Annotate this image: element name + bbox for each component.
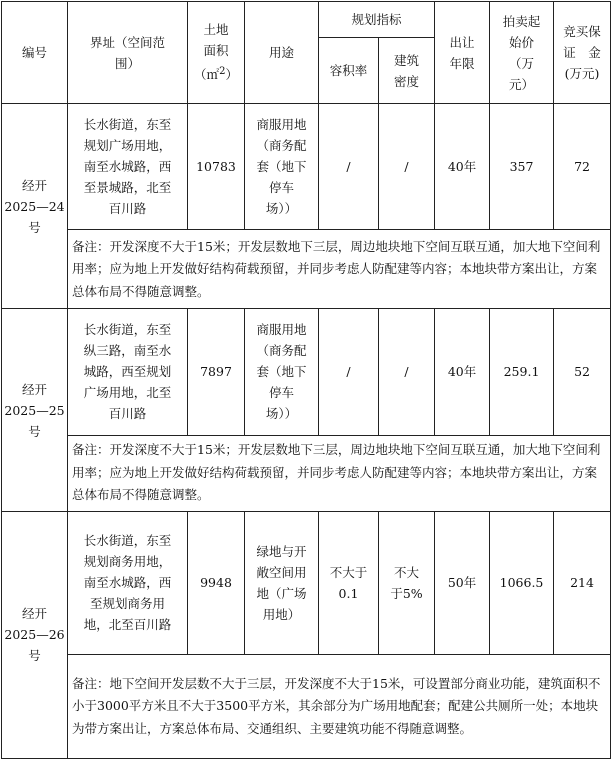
col-header-term: 出让 年限 bbox=[435, 2, 490, 104]
parcel-note-row-24 bbox=[2, 230, 611, 309]
parcel-note: 备注：开发深度不大于15米；开发层数地下三层，周边地块地下空间互联互通，加大地下空间利用率；应为地上开发做好结构荷载预留，并同步考虑人防配建等内容；本地块带方案出让，方案总体布局不得随意调整。 bbox=[68, 435, 611, 511]
parcel-far: / bbox=[319, 104, 379, 230]
parcel-far: 不大于 0.1 bbox=[319, 511, 379, 654]
col-header-start-price: 拍卖起 始价 （万 元） bbox=[490, 2, 554, 104]
parcel-boundary: 长水街道，东至 纵三路，南至水 城路，西至规划 广场用地，北至 百川路 bbox=[68, 309, 188, 435]
parcel-far: / bbox=[319, 309, 379, 435]
col-header-id: 编号 bbox=[2, 2, 68, 104]
parcel-term: 50年 bbox=[435, 511, 490, 654]
area-label: 土地 面积 bbox=[203, 22, 229, 59]
parcel-density: / bbox=[379, 104, 435, 230]
parcel-id: 经开 2025—25 号 bbox=[2, 309, 68, 511]
parcel-start-price: 259.1 bbox=[490, 309, 554, 435]
parcel-boundary: 长水街道，东至 规划商务用地， 南至水城路，西 至规划商务用 地，北至百川路 bbox=[68, 511, 188, 654]
parcel-note-row-26 bbox=[2, 654, 611, 758]
parcel-row-24 bbox=[2, 104, 611, 230]
parcel-term: 40年 bbox=[435, 309, 490, 435]
parcel-start-price: 357 bbox=[490, 104, 554, 230]
col-header-area bbox=[188, 2, 245, 104]
parcel-use: 绿地与开 敞空间用 地（广场 用地） bbox=[245, 511, 319, 654]
parcel-note-row-25 bbox=[2, 435, 611, 511]
parcel-area: 9948 bbox=[188, 511, 245, 654]
parcel-density: / bbox=[379, 309, 435, 435]
land-auction-table bbox=[1, 1, 611, 759]
area-unit-sup: 2 bbox=[219, 66, 226, 78]
parcel-use: 商服用地 （商务配 套（地下 停车 场）） bbox=[245, 104, 319, 230]
col-header-boundary: 界址（空间范 围） bbox=[68, 2, 188, 104]
parcel-boundary: 长水街道，东至 规划广场用地， 南至水城路，西 至景城路，北至 百川路 bbox=[68, 104, 188, 230]
parcel-area: 10783 bbox=[188, 104, 245, 230]
parcel-deposit: 72 bbox=[554, 104, 611, 230]
parcel-row-25 bbox=[2, 309, 611, 435]
parcel-row-26 bbox=[2, 511, 611, 654]
parcel-id: 经开 2025—24 号 bbox=[2, 104, 68, 309]
header-row-1 bbox=[2, 2, 611, 38]
col-header-density: 建筑 密度 bbox=[379, 38, 435, 104]
parcel-id: 经开 2025—26 号 bbox=[2, 511, 68, 758]
area-unit-close: ） bbox=[225, 67, 238, 83]
parcel-area: 7897 bbox=[188, 309, 245, 435]
parcel-density: 不大 于5% bbox=[379, 511, 435, 654]
col-header-deposit: 竞买保 证 金 (万元) bbox=[554, 2, 611, 104]
parcel-deposit: 52 bbox=[554, 309, 611, 435]
parcel-term: 40年 bbox=[435, 104, 490, 230]
parcel-use: 商服用地 （商务配 套（地下 停车 场）） bbox=[245, 309, 319, 435]
parcel-start-price: 1066.5 bbox=[490, 511, 554, 654]
area-unit-main: （㎡ bbox=[194, 67, 220, 83]
col-header-planning: 规划指标 bbox=[319, 2, 435, 38]
col-header-far: 容积率 bbox=[319, 38, 379, 104]
col-header-use: 用途 bbox=[245, 2, 319, 104]
parcel-note: 备注：地下空间开发层数不大于三层，开发深度不大于15米，可设置部分商业功能，建筑面积不小于3000平方米且不大于3500平方米，其余部分为广场用地配套；配建公共厕所一处；本地块为带方案出让，方案总体布局、交通组织、主要建筑功能不得随意调整。 bbox=[68, 654, 611, 758]
parcel-deposit: 214 bbox=[554, 511, 611, 654]
parcel-note: 备注：开发深度不大于15米；开发层数地下三层，周边地块地下空间互联互通，加大地下空间利用率；应为地上开发做好结构荷载预留，并同步考虑人防配建等内容；本地块带方案出让，方案总体布局不得随意调整。 bbox=[68, 230, 611, 309]
